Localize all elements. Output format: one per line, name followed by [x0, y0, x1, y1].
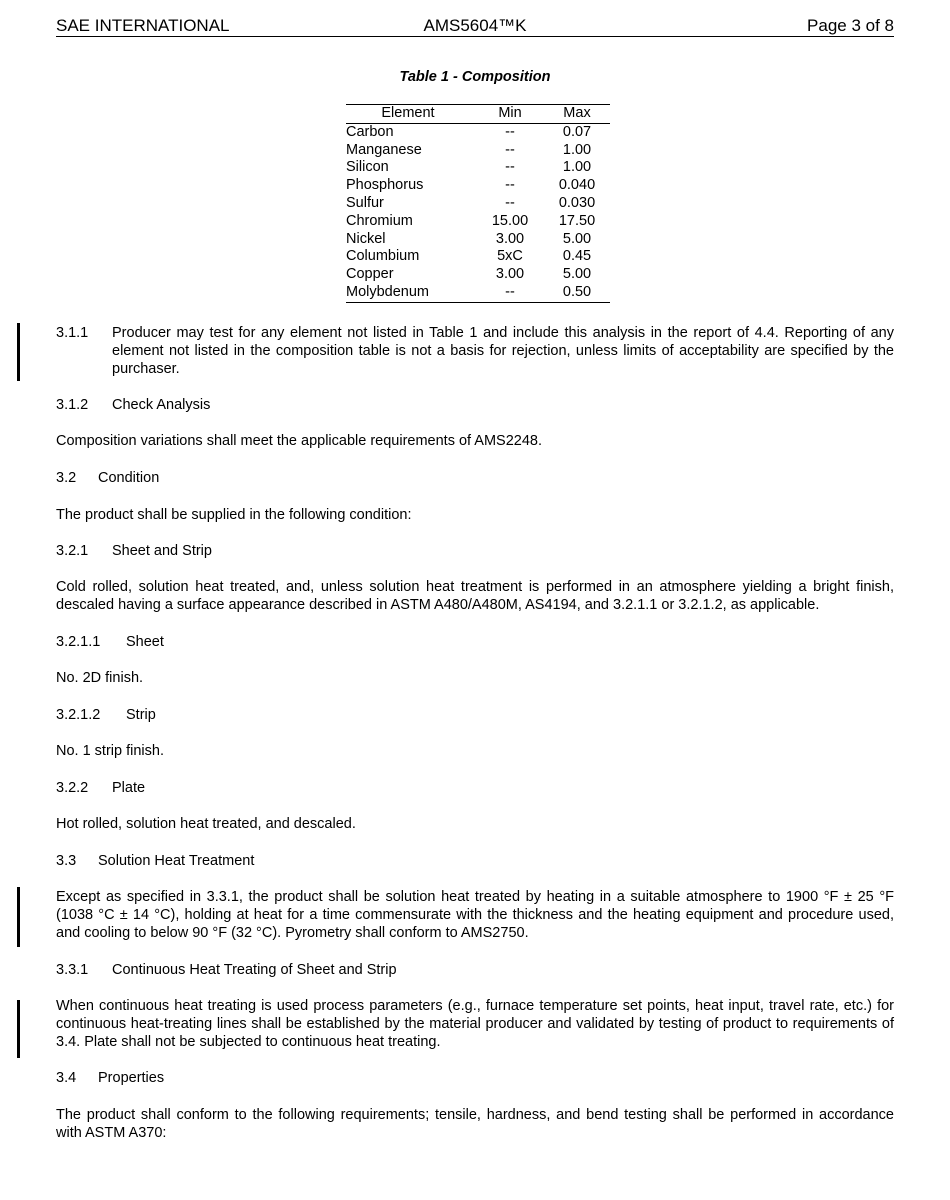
section-number: 3.3.1 [56, 962, 89, 978]
section-number: 3.2.1 [56, 543, 89, 559]
page-header [56, 16, 894, 37]
change-bar [17, 887, 20, 947]
cell-element: Carbon [346, 123, 394, 140]
cell-max: 0.50 [562, 283, 592, 300]
section-number: 3.1.2 [56, 397, 89, 413]
cell-element: Manganese [346, 141, 422, 158]
column-header-max: Max [563, 105, 591, 121]
paragraph-text: Except as specified in 3.3.1, the product shall be solution heat treated by heating in a suitable atmosphere to 1900 °F ± 25 °F (1038 °C ± 14 °C), holding at heat for a time commensurate with the thickness and the heating equipment and procedure used, and cooling to below 90 °F (32 °C). Pyrometry shall conform to AMS2750. [56, 889, 894, 941]
table-header-row [346, 105, 610, 124]
cell-max: 5.00 [562, 230, 592, 247]
section-number: 3.4 [56, 1070, 77, 1086]
paragraph-text: Hot rolled, solution heat treated, and descaled. [56, 816, 356, 832]
section-title: Sheet and Strip [112, 543, 212, 559]
table-row [346, 248, 610, 266]
cell-element: Phosphorus [346, 177, 424, 194]
table-row [346, 266, 610, 284]
cell-element: Columbium [346, 248, 420, 265]
paragraph-3-1-1 [56, 324, 894, 378]
change-bar [17, 1000, 20, 1058]
section-number: 3.2.1.1 [56, 634, 101, 650]
paragraph-text: Cold rolled, solution heat treated, and, unless solution heat treatment is performed in an atmosphere yielding a bright finish, descaled having a surface appearance described in ASTM A480/A480M, AS4194, and 3.2.1.1 or 3.2.1.2, as applicable. [56, 579, 894, 613]
cell-min: -- [505, 283, 515, 300]
cell-max: 5.00 [562, 266, 592, 283]
paragraph-text: When continuous heat treating is used process parameters (e.g., furnace temperature set points, heat input, travel rate, etc.) for continuous heat-treating lines shall be established by the material producer and validated by testing of product to requirements of 3.4. Plate shall not be subjected to continuous heat treating. [56, 998, 894, 1050]
table-caption: Table 1 - Composition [399, 69, 551, 85]
cell-min: -- [505, 194, 515, 211]
cell-element: Silicon [346, 159, 389, 176]
section-number: 3.2.1.2 [56, 707, 101, 723]
change-bar [17, 323, 20, 381]
section-title: Properties [98, 1070, 165, 1086]
composition-table [346, 104, 610, 303]
paragraph-text: The product shall be supplied in the following condition: [56, 507, 412, 523]
section-title: Check Analysis [112, 397, 211, 413]
section-number: 3.2.2 [56, 780, 89, 796]
cell-max: 0.030 [558, 194, 596, 211]
cell-max: 1.00 [562, 141, 592, 158]
section-title: Continuous Heat Treating of Sheet and Strip [112, 962, 397, 978]
column-header-element: Element [381, 105, 435, 121]
cell-max: 17.50 [558, 212, 596, 229]
section-title: Condition [98, 470, 160, 486]
cell-element: Chromium [346, 212, 413, 229]
section-number: 3.2 [56, 470, 77, 486]
cell-min: 5xC [497, 248, 523, 265]
section-number: 3.1.1 [56, 325, 89, 341]
table-row [346, 159, 610, 177]
cell-min: -- [505, 159, 515, 176]
section-title: Strip [126, 707, 156, 723]
header-page-number: Page 3 of 8 [807, 16, 894, 35]
table-row [346, 123, 610, 141]
paragraph-text: The product shall conform to the following requirements; tensile, hardness, and bend testing shall be performed in accordance with ASTM A370: [56, 1107, 894, 1141]
cell-min: -- [505, 123, 515, 140]
cell-min: 3.00 [495, 266, 525, 283]
table-row [346, 284, 610, 302]
cell-element: Sulfur [346, 194, 384, 211]
cell-min: 15.00 [491, 212, 529, 229]
paragraph-text: No. 2D finish. [56, 670, 144, 686]
column-header-min: Min [498, 105, 522, 121]
section-title: Solution Heat Treatment [98, 853, 255, 869]
table-row [346, 231, 610, 249]
cell-min: 3.00 [495, 230, 525, 247]
header-document-id: AMS5604™K [423, 16, 527, 35]
cell-min: -- [505, 177, 515, 194]
section-title: Sheet [126, 634, 164, 650]
table-row [346, 142, 610, 160]
cell-element: Molybdenum [346, 283, 430, 300]
cell-element: Nickel [346, 230, 386, 247]
header-organization: SAE INTERNATIONAL [56, 16, 230, 35]
paragraph-text: No. 1 strip finish. [56, 743, 164, 759]
paragraph-text: Producer may test for any element not listed in Table 1 and include this analysis in the report of 4.4. Reporting of any element not listed in the composition table is not a basis for rejection, unless limits of acceptability are specified by the purchaser. [112, 325, 894, 377]
section-title: Plate [112, 780, 146, 796]
table-row [346, 195, 610, 213]
table-row [346, 213, 610, 231]
cell-max: 0.07 [562, 123, 592, 140]
cell-max: 0.040 [558, 177, 596, 194]
paragraph-text: Composition variations shall meet the applicable requirements of AMS2248. [56, 433, 543, 449]
cell-max: 1.00 [562, 159, 592, 176]
table-row [346, 177, 610, 195]
cell-max: 0.45 [562, 248, 592, 265]
section-number: 3.3 [56, 853, 77, 869]
cell-min: -- [505, 141, 515, 158]
cell-element: Copper [346, 266, 394, 283]
